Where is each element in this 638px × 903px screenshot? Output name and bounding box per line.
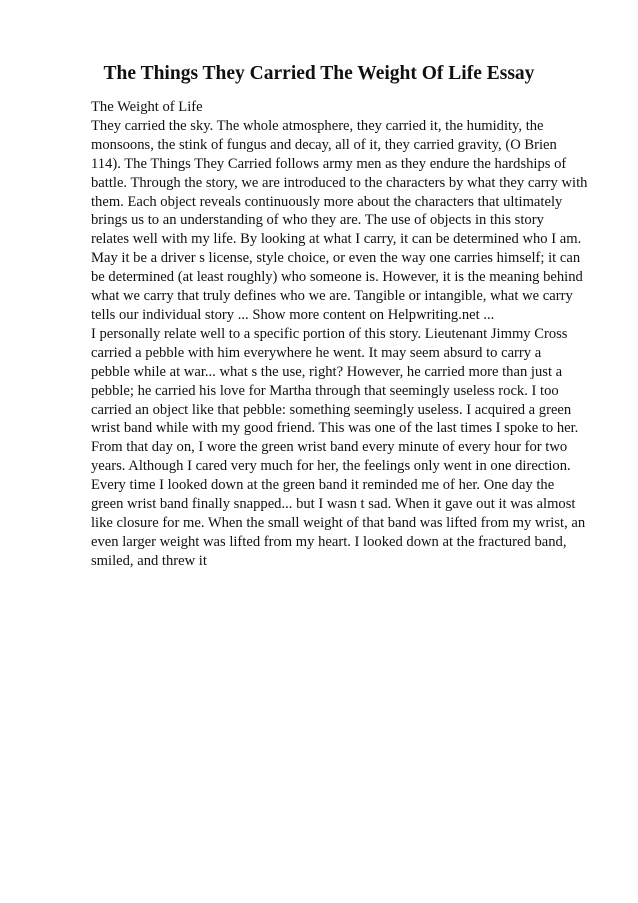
text-line: relates well with my life. By looking at what I carry, it can be determined who I am.: [91, 231, 582, 248]
text-line: monsoons, the stink of fungus and decay, all of it, they carried gravity, (O Brien: [91, 136, 557, 153]
text-line: green wrist band finally snapped... but I wasn t sad. When it gave out it was almost: [91, 496, 576, 513]
text-line: The Weight of Life: [91, 99, 203, 115]
text-line: them. Each object reveals continuously more about the characters that ultimately: [91, 193, 563, 210]
text-line: be determined (at least roughly) who someone is. However, it is the meaning behind: [91, 269, 583, 286]
text-line: what we carry that truly defines who we are. Tangible or intangible, what we carry: [91, 288, 573, 305]
text-line: pebble while at war... what s the use, right? However, he carried more than just a: [91, 363, 563, 380]
text-line: smiled, and threw it: [91, 552, 207, 569]
text-line: 114). The Things They Carried follows army men as they endure the hardships of: [91, 155, 567, 172]
text-line: even larger weight was lifted from my heart. I looked down at the fractured band,: [91, 533, 567, 550]
text-line: wrist band while with my good friend. This was one of the last times I spoke to her.: [91, 420, 579, 437]
text-line: like closure for me. When the small weight of that band was lifted from my wrist, an: [91, 514, 586, 531]
essay-body: [91, 98, 611, 571]
text-line: tells our individual story ... Show more content on Helpwriting.net ...: [91, 306, 495, 323]
text-line: battle. Through the story, we are introduced to the characters by what they carry with: [91, 174, 588, 191]
text-line: Every time I looked down at the green band it reminded me of her. One day the: [91, 477, 555, 494]
text-line: I personally relate well to a specific portion of this story. Lieutenant Jimmy Cross: [91, 325, 568, 342]
text-line: carried an object like that pebble: something seemingly useless. I acquired a green: [91, 401, 572, 418]
text-line: pebble; he carried his love for Martha through that seemingly useless rock. I too: [91, 382, 559, 399]
text-line: years. Although I cared very much for her, the feelings only went in one direction.: [91, 458, 571, 475]
text-line: May it be a driver s license, style choice, or even the way one carries himself; it can: [91, 250, 581, 267]
text-line: carried a pebble with him everywhere he went. It may seem absurd to carry a: [91, 344, 542, 361]
text-line: They carried the sky. The whole atmosphere, they carried it, the humidity, the: [91, 117, 544, 134]
document-title: The Things They Carried The Weight Of Life Essay: [103, 63, 535, 84]
text-line: From that day on, I wore the green wrist band every minute of every hour for two: [91, 439, 568, 456]
text-line: brings us to an understanding of who they are. The use of objects in this story: [91, 212, 544, 229]
